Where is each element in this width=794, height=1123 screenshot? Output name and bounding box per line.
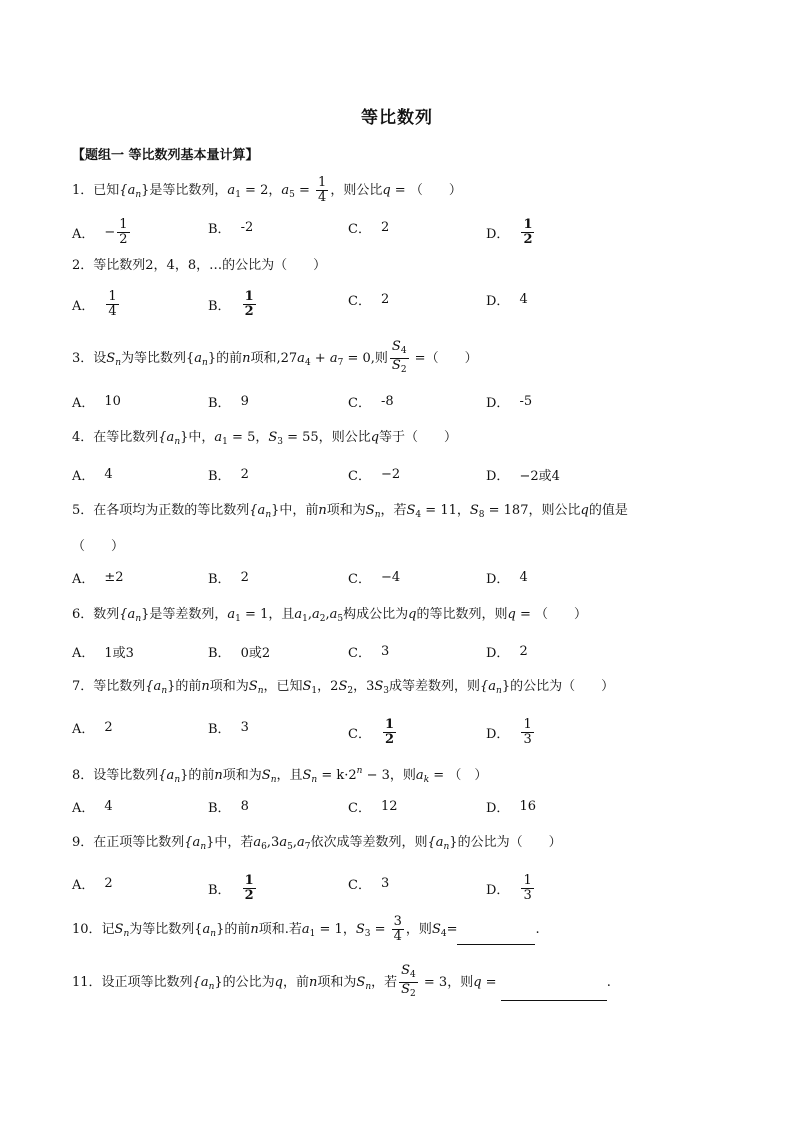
option-b[interactable]: B． $\frac{1}{2}$	[208, 289, 254, 319]
option-b[interactable]: B． $\frac{1}{2}$	[208, 873, 254, 903]
question-3: 3．设$S_n$为等比数列$\{a_n\}$的前n项和$,27a_4 + a_7 = 0$,则 $\frac{S_4}{S_2}$ =（ ）	[72, 339, 478, 375]
option-a[interactable]: A． 4	[72, 799, 113, 816]
option-c[interactable]: C． 3	[348, 644, 390, 661]
option-d[interactable]: D． 4	[486, 292, 528, 309]
question-8-options	[72, 797, 732, 823]
option-a[interactable]: A． 10	[72, 394, 121, 411]
option-d[interactable]: D． $\frac{1}{3}$	[486, 873, 532, 903]
question-9-options	[72, 873, 732, 903]
question-7: 7．等比数列$\{a_n\}$的前n项和为$S_n$，已知$S_1$，$2S_2$，$3S_3$成等差数列，则$\{a_n\}$的公比为（ ）	[72, 679, 615, 696]
question-3-options	[72, 392, 732, 418]
option-c[interactable]: C． −4	[348, 570, 401, 587]
option-b[interactable]: B． -2	[208, 220, 254, 237]
question-2: 2．等比数列2，4，8，…的公比为（ ）	[72, 258, 327, 273]
question-5-bracket: （ ）	[72, 539, 125, 554]
option-d[interactable]: D． 16	[486, 799, 536, 816]
option-d[interactable]: D． −2或4	[486, 469, 560, 484]
option-c[interactable]: C． -8	[348, 394, 394, 411]
option-a[interactable]: A． ±2	[72, 570, 124, 587]
question-1: 1．已知$\{a_n\}$是等比数列，$a_1 = 2$，$a_5$ = $\frac{1}{4}$ ，则公比q = （ ）	[72, 175, 462, 205]
option-b[interactable]: B． 0或2	[208, 646, 271, 661]
question-5: 5．在各项均为正数的等比数列$\{a_n\}$中，前n项和为$S_n$，若$S_4 = 11$，$S_8 = 187$，则公比q的值是	[72, 503, 628, 520]
fraction: $\frac{S_4}{S_2}$	[401, 963, 416, 999]
question-9: 9．在正项等比数列$\{a_n\}$中，若$a_6,3a_5,a_7$依次成等差数列，则$\{a_n\}$的公比为（ ）	[72, 835, 562, 852]
answer-blank[interactable]	[457, 930, 535, 945]
option-a[interactable]: A． − $\frac{1}{2}$	[72, 217, 128, 247]
question-7-options	[72, 717, 732, 747]
question-1-options	[72, 217, 732, 247]
option-d[interactable]: D． -5	[486, 394, 533, 411]
option-c[interactable]: C． 2	[348, 220, 390, 237]
answer-blank[interactable]	[501, 986, 607, 1001]
question-4: 4．在等比数列$\{a_n\}$中，$a_1 = 5$，$S_3 = 55$，则公比q等于（ ）	[72, 430, 458, 447]
question-8: 8．设等比数列$\{a_n\}$的前n项和为$S_n$，且$S_n = k\cdot 2^n - 3$，则$a_k$ = （ ）	[72, 766, 488, 785]
option-d[interactable]: D． 4	[486, 570, 528, 587]
question-10: 10．记$S_n$为等比数列$\{a_n\}$的前n项和.若$a_1 = 1$，$S_3$ = $\frac{3}{4}$ ，则$S_4=$ .	[72, 914, 540, 944]
option-b[interactable]: B． 2	[208, 570, 249, 587]
option-b[interactable]: B． 9	[208, 394, 249, 411]
question-5-options	[72, 568, 732, 594]
option-c[interactable]: C． 12	[348, 799, 398, 816]
option-a[interactable]: A． 4	[72, 467, 113, 484]
question-4-options	[72, 465, 732, 491]
option-a[interactable]: A． 1或3	[72, 646, 134, 661]
option-d[interactable]: D． 2	[486, 644, 528, 661]
option-a[interactable]: A． 2	[72, 876, 113, 893]
option-a[interactable]: A． $\frac{1}{4}$	[72, 289, 117, 319]
option-b[interactable]: B． 8	[208, 799, 249, 816]
fraction: $\frac{1}{4}$	[318, 175, 327, 205]
question-11: 11．设正项等比数列$\{a_n\}$的公比为q，前n项和为$S_n$，若 $\frac{S_4}{S_2}$ = 3，则q = .	[72, 963, 611, 999]
option-c[interactable]: C． −2	[348, 467, 401, 484]
option-a[interactable]: A． 2	[72, 720, 113, 737]
page-title: 等比数列	[361, 108, 433, 128]
section-heading: 【题组一 等比数列基本量计算】	[72, 148, 259, 163]
question-6-options	[72, 642, 732, 668]
fraction: $\frac{3}{4}$	[393, 914, 402, 944]
option-b[interactable]: B． 3	[208, 720, 249, 737]
question-6: 6．数列$\{a_n\}$是等差数列，$a_1 = 1$，且$a_1,a_2,a_5$构成公比为q的等比数列，则q = （ ）	[72, 607, 587, 624]
option-c[interactable]: C． 3	[348, 876, 390, 893]
option-c[interactable]: C． $\frac{1}{2}$	[348, 717, 394, 747]
option-d[interactable]: D． $\frac{1}{3}$	[486, 717, 532, 747]
question-2-options	[72, 289, 732, 319]
option-b[interactable]: B． 2	[208, 467, 249, 484]
fraction: $\frac{S_4}{S_2}$	[391, 339, 407, 375]
option-d[interactable]: D． $\frac{1}{2}$	[486, 217, 533, 247]
option-c[interactable]: C． 2	[348, 292, 390, 309]
